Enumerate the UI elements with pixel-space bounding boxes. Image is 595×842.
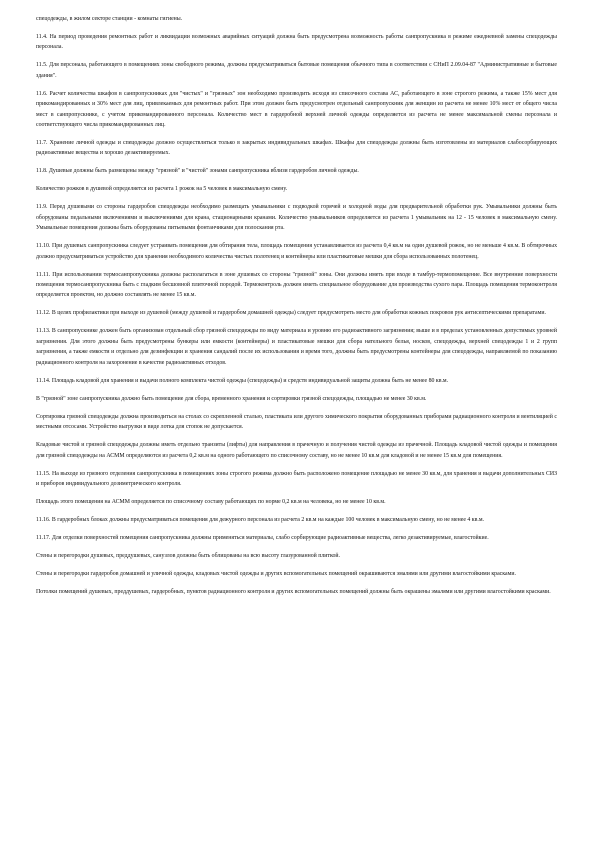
paragraph: 11.11. При использовании термосанпропускника должны располагаться в зоне душевых со стороны "грязной" зоны. Они должны иметь при входе в тамбур-термопомещение. Все внутренние поверхности помещения термосанпропускника быть с гладким бесшовной плиточной породой. Термоконтроль должен иметь специальное оборудование для производства сухого пара. Площадь помещения термоконтроля определяется проектом, но должно составлять не менее 15 кв.м.	[36, 271, 557, 299]
paragraph: Потолки помещений душевых, преддушевых, гардеробных, пунктов радиационного контроля и других вспомогательных помещений должны быть окрашены эмалями или другими влагостойкими красками.	[36, 588, 551, 595]
paragraph: 11.16. В гардеробных блоках должны предусматриваться помещения для дежурного персонала из расчета 2 кв.м на каждые 100 человек в максимальную смену, но не менее 4 кв.м.	[36, 516, 484, 523]
paragraph: Сортировка грязной спецодежды должна производиться на столах со скрепленной сталью, пластиката или другого химического покрытия оборудованных приборами радиационного контроля и вентиляцией с местными отсосами. Устройство выгрузки в виде лотка для стопок не допускается.	[36, 413, 557, 431]
paragraph: Стены и перегородки гардеробов домашней и уличной одежды, кладовых чистой одежды и других вспомогательных помещений окрашиваются эмалями или другими влагостойкими красками.	[36, 570, 516, 577]
paragraph: 11.12. В целях профилактики при выходе из душевой (между душевой и гардеробом домашней одежды) следует предусмотреть место для обработки кожных покровов рук антисептическими препаратами.	[36, 310, 546, 317]
paragraph: Количество рожков в душевой определяется из расчета 1 рожок на 5 человек в максимальную смену.	[36, 186, 288, 193]
paragraph: Кладовые чистой и грязной спецодежды должны иметь отдельно транзиты (лифты) для направления в прачечную и получения чистой одежды из прачечной. Площадь кладовой чистой одежды и помещения для грязной спецодежды на АСММ определяются из расчета 0,2 кв.м на одного работающего по списочному составу, но не менее 10 кв.м для кладовой и не менее 15 кв.м для помещения.	[36, 442, 557, 459]
paragraph: 11.4. На период проведения ремонтных работ и ликвидации возможных аварийных ситуаций должна быть предусмотрена возможность работы санпропускника в режиме ежедневной замены спецодежды персонала.	[36, 34, 557, 51]
paragraph: Стены и перегородки душевых, преддушевых, санузлов должны быть облицованы на всю высоту глазурованной плиткой.	[36, 552, 340, 559]
paragraph: 11.13. В санпропускнике должен быть организован отдельный сбор грязной спецодежды по виду материала и уровню его радиоактивного загрязнения; выше и в пределах установленных допустимых уровней загрязнения. Для этого должны быть предусмотрены бункеры или емкости (контейнеры) и пластикатовые мешки для сбора нательного белья, носков, спецодежды, верхней спецодежды 1 и 2 групп загрязнения, а также емкости и отдельно для дезинфекции и хранения сандалий после их использования и время того, должны быть предусмотрены контейнеры для спецодежды, направляемой по показанию радиационного контроля на захоронение в качестве радиоактивных отходов.	[36, 328, 557, 366]
paragraph: 11.9. Перед душевыми со стороны гардеробов спецодежды необходимо размещать умывальники с подводкой горячей и холодной воды для предварительной обработки рук. Умывальники должны быть оборудованы педальными включениями и выключениями для крана, стационарными кранами. Количество умывальников определяется из расчета 1 умывальник на 12 - 15 человек в максимальную смену. Умывальные помещения должны быть оборудованы питьевыми фонтанчиками для полоскания рта.	[36, 204, 557, 232]
paragraph: 11.17. Для отделки поверхностей помещения санпропускника должны применяться материалы, слабо сорбирующие радиоактивные вещества, легко дезактивируемые, влагостойкие.	[36, 534, 489, 541]
paragraph: 11.5. Для персонала, работающего в помещениях зоны свободного режима, должны предусматриваться бытовые помещения обычного типа в соответствии с СНиП 2.09.04-87 "Административные и бытовые здания".	[36, 62, 557, 79]
paragraph: 11.8. Душевые должны быть размещены между "грязной" и "чистой" зонами санпропускника вблизи гардеробов личной одежды.	[36, 168, 359, 175]
paragraph: Площадь этого помещения на АСММ определяется по списочному составу работающих по норме 0,2 кв.м на человека, но не менее 10 кв.м.	[36, 498, 386, 505]
paragraph: 11.14. Площадь кладовой для хранения и выдачи полного комплекта чистой одежды (спецодежды) и средств индивидуальной защиты должна быть не менее 80 кв.м.	[36, 377, 449, 384]
paragraph: спецодежды, в жилом секторе станции - комнаты гигиены.	[36, 16, 183, 22]
paragraph: В "грязной" зоне санпропускника должно быть помещение для сбора, временного хранения и сортировки грязной спецодежды, площадью не менее 30 кв.м.	[36, 395, 427, 402]
paragraph: 11.15. На выходе из грязного отделения санпропускника в помещениях зоны строгого режима должно быть расположено помещение площадью не менее 30 кв.м, для хранения и выдачи дополнительных СИЗ и приборов индивидуального дозиметрического контроля.	[36, 470, 557, 487]
paragraph: 11.10. При душевых санпропускника следует устраивать помещения для обтирания тела, площадь помещения устанавливается из расчета 0,4 кв.м на один душевой рожок, но не меньше 4 кв.м. В обтирочных должно предусматриваться устройство для хранения необходимого количества чистых полотенец и контейнеры или пластикатовые мешки для сбора использованных полотенец.	[36, 243, 557, 260]
paragraph: 11.6. Расчет количества шкафов в санпропускниках для "чистых" и "грязных" зон необходимо производить исходя из списочного состава АС, работающего в зоне строгого режима, а также 15% мест для прикомандированных и 30% мест для лиц, привлекаемых для ремонтных работ. При этом должен быть предусмотрен отдельный санпропускник для женщин из расчета не менее 10% мест от общего числа мест в санпропускнике, с учетом прикомандированного персонала. Количество мест в гардеробной верхней личной одежды определяется из расчета не менее максимальной смены персонала и соответствующего числа прикомандированных лиц.	[36, 90, 557, 129]
paragraph: 11.7. Хранение личной одежды и спецодежды должно осуществляться только в закрытых индивидуальных шкафах. Шкафы для спецодежды должны быть изготовлены из материалов слабосорбирующих радиоактивные вещества и хорошо дезактивируемых.	[36, 140, 557, 157]
document-body	[36, 14, 557, 605]
